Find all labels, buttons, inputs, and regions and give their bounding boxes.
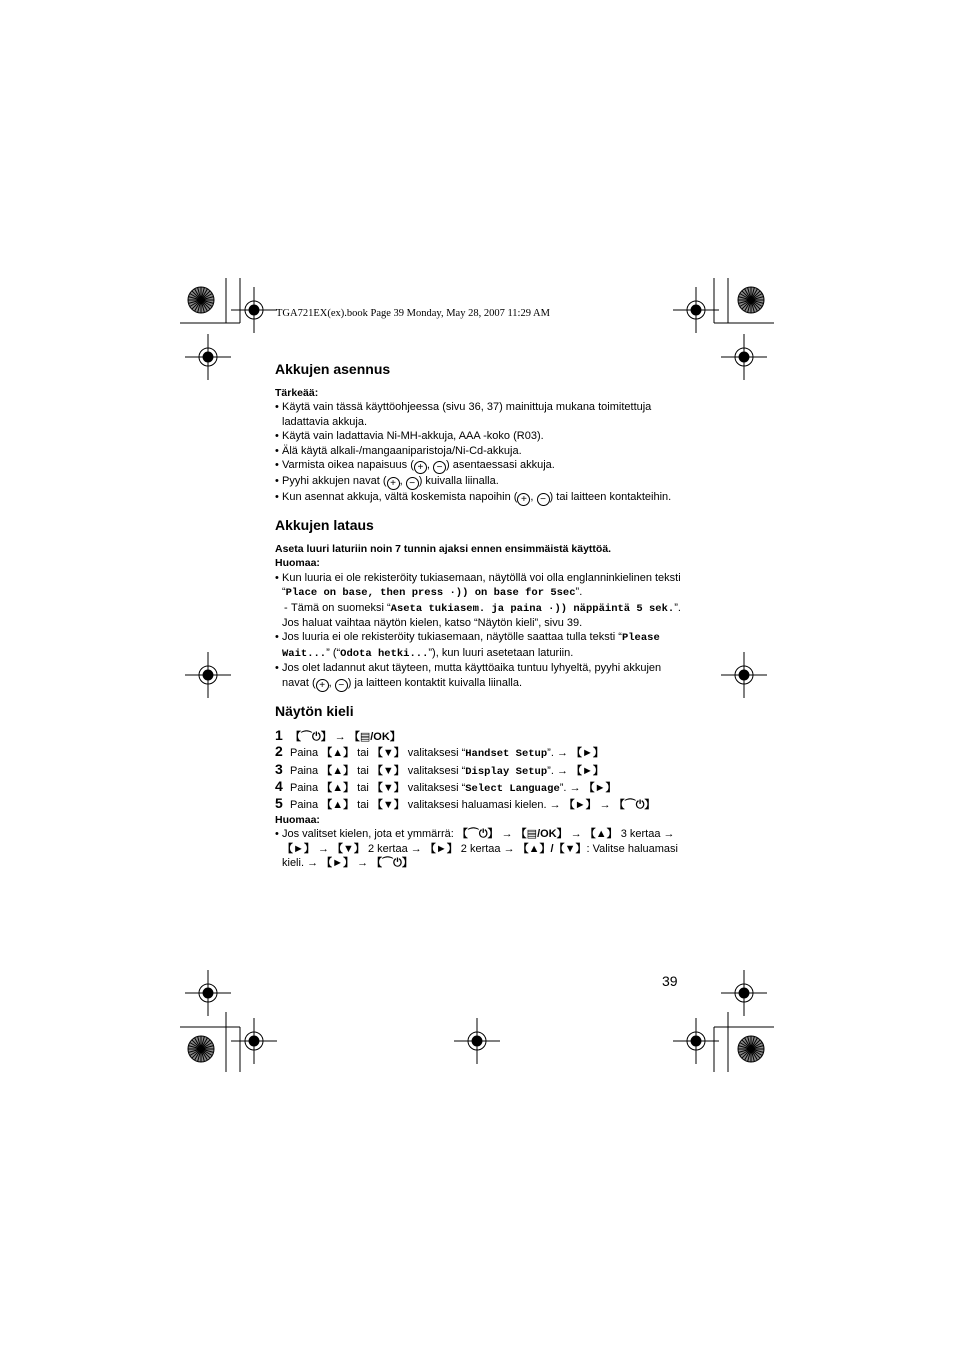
list-item — [275, 474, 685, 490]
section-akkujen-lataus — [275, 516, 685, 692]
page-content — [275, 360, 685, 880]
bold-instruction: Aseta luuri laturiin noin 7 tunnin ajaksi ennen ensimmäistä käyttöä. — [275, 543, 612, 556]
plus-icon: + — [414, 461, 427, 474]
arrow-icon: → — [307, 856, 319, 869]
step-3 — [275, 762, 685, 779]
step-number: 4 — [275, 777, 283, 794]
list-item — [275, 571, 685, 601]
step-text — [290, 730, 401, 744]
list-item: • Älä käytä alkali-/mangaaniparistoja/Ni-Cd-akkuja. — [275, 444, 685, 458]
up-key-icon: 【▲】 — [584, 828, 618, 841]
text: 3 kertaa — [617, 828, 664, 841]
text: Varmista oikea napaisuus ( — [282, 459, 414, 472]
step-2 — [275, 744, 685, 761]
off-key-icon: 【⌒⏻】 — [613, 799, 656, 812]
text: ) tai laitteen kontakteihin. — [549, 491, 672, 504]
text: Jos valitset kielen, jota et ymmärrä: — [282, 828, 457, 841]
display-text: Place on base, then press ·)) on base for 5sec — [285, 587, 576, 600]
step-number: 3 — [275, 760, 283, 777]
arrow-icon: → — [357, 856, 369, 869]
section-title: Näytön kieli — [275, 702, 354, 719]
section-title: Akkujen lataus — [275, 517, 374, 534]
text: ”. — [674, 601, 681, 614]
right-key-icon: 【►】 — [282, 842, 315, 855]
off-key-icon: 【⌒⏻】 — [290, 730, 332, 743]
text: , — [530, 491, 537, 504]
display-text: Odota hetki... — [340, 647, 429, 660]
arrow-icon: → — [663, 828, 675, 841]
text: Paina — [290, 781, 322, 794]
text: Paina — [290, 747, 322, 760]
down-key-icon: 【▼】 — [371, 781, 405, 794]
text: Kun asennat akkuja, vältä koskemista napoihin ( — [282, 491, 518, 504]
section-title: Akkujen asennus — [275, 361, 391, 377]
arrow-icon: → — [410, 842, 422, 855]
text: valitaksesi haluamasi kielen. — [404, 799, 547, 812]
menu-ok-key-icon: 【▤/OK】 — [348, 730, 401, 743]
off-key-icon: 【⌒⏻】 — [371, 856, 413, 869]
text: tai — [354, 799, 372, 812]
right-key-icon: 【►】 — [583, 781, 617, 794]
arrow-icon: → — [570, 828, 582, 841]
list-item — [275, 458, 685, 474]
text: Jos olet ladannut akut täyteen, mutta käyttöaika tuntuu lyhyeltä, pyyhi akkujen navat ( — [282, 662, 662, 689]
right-key-icon: 【►】 — [571, 764, 604, 777]
text: , — [399, 475, 406, 488]
right-key-icon: 【►】 — [424, 842, 458, 855]
note-text: Jos haluat vaihtaa näytön kielen, katso “Näytön kieli”, sivu 39. — [282, 617, 583, 630]
text: Paina — [290, 799, 322, 812]
step-text — [290, 746, 604, 761]
step-text — [290, 781, 617, 796]
up-key-icon: 【▲】 — [321, 781, 355, 794]
minus-icon: − — [406, 477, 419, 490]
minus-icon: − — [537, 493, 550, 506]
arrow-icon: → — [503, 842, 515, 855]
text: Pyyhi akkujen navat ( — [282, 475, 387, 488]
display-text: Select Language — [465, 782, 560, 795]
arrow-icon: → — [501, 828, 513, 841]
down-key-icon: 【▼】 — [332, 842, 365, 855]
plus-icon: + — [517, 493, 530, 506]
right-key-icon: 【►】 — [571, 747, 604, 760]
section-akkujen-asennus — [275, 360, 685, 506]
text: , — [328, 676, 335, 689]
text: ”. — [547, 764, 554, 777]
text: valitaksesi “ — [404, 747, 466, 760]
book-header: TGA721EX(ex).book Page 39 Monday, May 28, 2007 11:29 AM — [276, 308, 550, 319]
step-text — [290, 798, 655, 812]
down-key-icon: 【▼】 — [371, 747, 405, 760]
list-item: • Käytä vain ladattavia Ni-MH-akkuja, AAA -koko (R03). — [275, 429, 685, 443]
step-5 — [275, 796, 685, 812]
text: 2 kertaa — [364, 842, 411, 855]
menu-ok-key-icon: 【▤/OK】 — [515, 828, 568, 841]
arrow-icon: → — [599, 799, 611, 812]
text: ”. — [575, 586, 583, 599]
important-label: Tärkeää: — [275, 387, 319, 399]
text: ”. — [559, 781, 567, 794]
minus-icon: − — [335, 679, 348, 692]
step-text — [290, 764, 604, 779]
display-text: Display Setup — [465, 765, 548, 778]
display-text: Aseta tukiasem. ja paina ·)) näppäintä 5 sek. — [390, 602, 675, 615]
text: Kun luuria ei ole rekisteröity tukiasemaan, näytöllä voi olla englanninkielinen teksti “ — [282, 571, 681, 599]
down-key-icon: 【▼】 — [371, 799, 405, 812]
off-key-icon: 【⌒⏻】 — [456, 828, 499, 841]
text: ) ja laitteen kontaktit kuivalla liinalla. — [347, 676, 523, 689]
arrow-icon: → — [556, 764, 568, 777]
right-key-icon: 【►】 — [321, 856, 355, 869]
display-text: Handset Setup — [465, 748, 548, 761]
step-number: 2 — [275, 743, 283, 760]
text: Tämä on suomeksi “ — [291, 601, 391, 614]
plus-icon: + — [316, 679, 329, 692]
minus-icon: − — [433, 461, 446, 474]
text: tai — [354, 781, 372, 794]
step-1 — [275, 728, 685, 744]
text: ”. — [547, 747, 554, 760]
step-number: 1 — [275, 726, 283, 743]
text: : Valitse haluamasi kieli. — [282, 842, 678, 869]
list-item — [275, 661, 685, 691]
text: ”), kun luuri asetetaan laturiin. — [428, 646, 574, 659]
text: valitaksesi “ — [404, 764, 466, 777]
arrow-icon: → — [569, 781, 581, 794]
up-key-icon: 【▲】 — [321, 764, 355, 777]
list-item: • Käytä vain tässä käyttöohjeessa (sivu 36, 37) mainittuja mukana toimitettuja ladattavia akkuja. — [275, 400, 685, 429]
plus-icon: + — [387, 477, 400, 490]
step-4 — [275, 779, 685, 796]
text: tai — [354, 764, 372, 777]
text: Paina — [290, 764, 322, 777]
up-key-icon: 【▲】 — [321, 747, 355, 760]
text: tai — [354, 747, 372, 760]
down-key-icon: 【▼】 — [371, 764, 405, 777]
up-key-icon: 【▲】 — [321, 799, 355, 812]
text: ) kuivalla liinalla. — [418, 475, 499, 488]
arrow-icon: → — [556, 747, 568, 760]
text: valitaksesi “ — [404, 781, 466, 794]
display-text: Please Wait... — [282, 632, 660, 660]
list-item — [275, 490, 685, 506]
list-item — [275, 630, 685, 661]
text: , — [426, 459, 433, 472]
note-label: Huomaa: — [275, 557, 320, 570]
section-nayton-kieli — [275, 702, 685, 871]
up-down-key-icon: 【▲】/【▼】 — [517, 842, 587, 855]
arrow-icon: → — [334, 730, 346, 743]
page-number: 39 — [662, 973, 678, 989]
sub-list-item — [275, 601, 685, 616]
text: ” (“ — [326, 646, 341, 659]
step-number: 5 — [275, 795, 283, 812]
right-key-icon: 【►】 — [563, 799, 597, 812]
text: ) asentaessasi akkuja. — [446, 459, 555, 472]
arrow-icon: → — [317, 842, 329, 855]
text: Jos luuria ei ole rekisteröity tukiasemaan, näytölle saattaa tulla teksti “ — [282, 631, 622, 644]
text: 2 kertaa — [457, 842, 504, 855]
note-label: Huomaa: — [275, 813, 320, 826]
arrow-icon: → — [549, 799, 561, 812]
list-item — [275, 827, 685, 870]
